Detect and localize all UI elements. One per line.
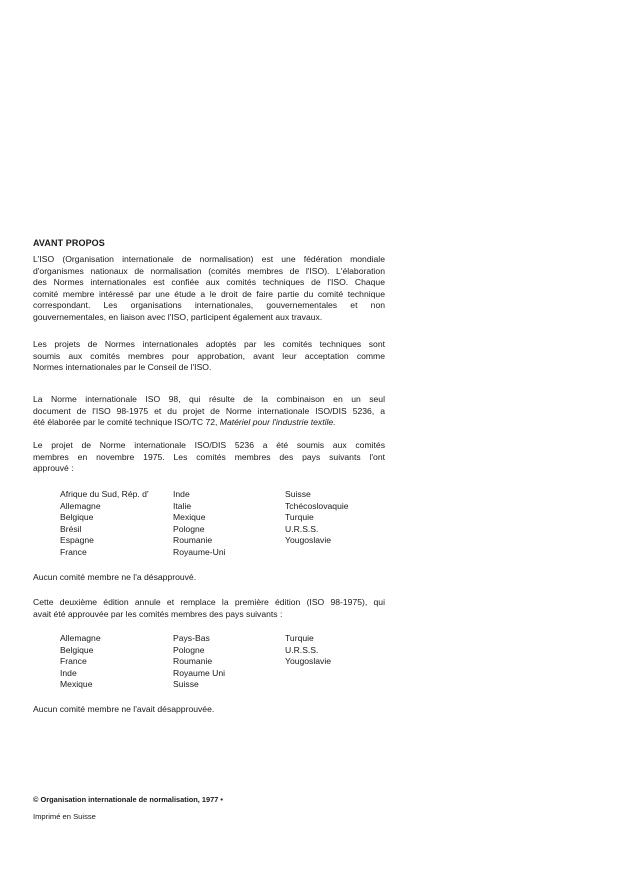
country-item: Allemagne — [60, 500, 101, 511]
disapproval-note-1 — [33, 572, 385, 584]
printed-in-notice: Imprimé en Suisse — [33, 812, 96, 821]
country-item: U.R.S.S. — [285, 644, 319, 655]
text-line — [33, 417, 385, 429]
country-item: Mexique — [173, 512, 206, 523]
country-item: Royaume-Uni — [173, 546, 226, 557]
country-item: Inde — [173, 489, 190, 499]
text-line: approuvé : — [33, 463, 74, 474]
country-item: Inde — [60, 667, 77, 678]
text-line: Normes internationales par le Conseil de l'ISO. — [33, 362, 212, 373]
country-column-2 — [173, 489, 226, 559]
country-item: Mexique — [60, 679, 93, 690]
text-line: membres en novembre 1975. Les comités membres des pays suivants l'ont — [33, 451, 385, 462]
paragraph-projects — [33, 339, 385, 374]
text-line: L'ISO (Organisation internationale de normalisation) est une fédération mondiale — [33, 254, 385, 264]
country-item: Yougoslavie — [285, 535, 332, 546]
text-segment: été élaborée par le comité technique ISO/TC 72, — [33, 417, 220, 428]
text-line: document de l'ISO 98-1975 et du projet de Norme internationale ISO/DIS 5236, a — [33, 405, 385, 416]
text-line: avait été approuvée par les comités membres des pays suivants : — [33, 608, 283, 619]
country-item: Belgique — [60, 644, 94, 655]
country-item: Pays-Bas — [173, 633, 210, 643]
disapproval-note-2 — [33, 704, 385, 716]
text-line: Aucun comité membre ne l'avait désapprouvée. — [33, 704, 215, 714]
country-item: Royaume Uni — [173, 667, 226, 678]
copyright-notice: © Organisation internationale de normalisation, 1977 • — [33, 795, 223, 804]
section-heading: AVANT PROPOS — [33, 238, 105, 248]
country-item: U.R.S.S. — [285, 523, 319, 534]
country-item: Suisse — [285, 489, 311, 499]
text-line: Les projets de Normes internationales adoptés par les comités techniques sont — [33, 339, 385, 349]
country-column-1 — [60, 489, 149, 559]
country-item: Italie — [173, 500, 192, 511]
country-item: Turquie — [285, 512, 314, 523]
text-line: d'organismes nationaux de normalisation (comités membres de l'ISO). L'élaboration — [33, 265, 385, 276]
country-item: Pologne — [173, 644, 205, 655]
country-item: Espagne — [60, 535, 94, 546]
country-item: Roumanie — [173, 656, 213, 667]
country-column-2 — [173, 633, 225, 691]
text-line: Le projet de Norme internationale ISO/DIS 5236 a été soumis aux comités — [33, 440, 385, 450]
paragraph-iso98 — [33, 394, 385, 429]
country-item: Tchécoslovaquie — [285, 500, 349, 511]
country-item: Turquie — [285, 633, 314, 643]
country-column-1 — [60, 633, 101, 691]
country-item: Pologne — [173, 523, 205, 534]
text-line: soumis aux comités membres pour approbation, avant leur acceptation comme — [33, 350, 385, 361]
paragraph-second-edition — [33, 597, 385, 620]
country-column-3 — [285, 489, 349, 547]
text-line: Cette deuxième édition annule et remplace la première édition (ISO 98-1975), qui — [33, 597, 385, 607]
paragraph-dis-approval — [33, 440, 385, 475]
text-line: correspondant. Les organisations internationales, gouvernementales et non — [33, 300, 385, 311]
country-item: Yougoslavie — [285, 656, 332, 667]
country-item: Afrique du Sud, Rép. d' — [60, 489, 149, 499]
country-column-3 — [285, 633, 331, 668]
country-item: France — [60, 546, 87, 557]
text-line: comité membre intéressé par une étude a le droit de faire partie du comité technique — [33, 288, 385, 299]
country-item: Suisse — [173, 679, 199, 690]
country-item: Roumanie — [173, 535, 213, 546]
text-line: des Normes internationales est confiée aux comités techniques de l'ISO. Chaque — [33, 277, 385, 288]
country-item: Brésil — [60, 523, 82, 534]
text-line: Aucun comité membre ne l'a désapprouvé. — [33, 572, 197, 582]
text-line: gouvernementales, en liaison avec l'ISO, participent également aux travaux. — [33, 311, 323, 322]
country-item: Belgique — [60, 512, 94, 523]
committee-title: Matériel pour l'industrie textile. — [219, 417, 336, 428]
country-item: France — [60, 656, 87, 667]
text-line: La Norme internationale ISO 98, qui résulte de la combinaison en un seul — [33, 394, 385, 404]
paragraph-iso-intro — [33, 254, 385, 324]
country-item: Allemagne — [60, 633, 101, 643]
